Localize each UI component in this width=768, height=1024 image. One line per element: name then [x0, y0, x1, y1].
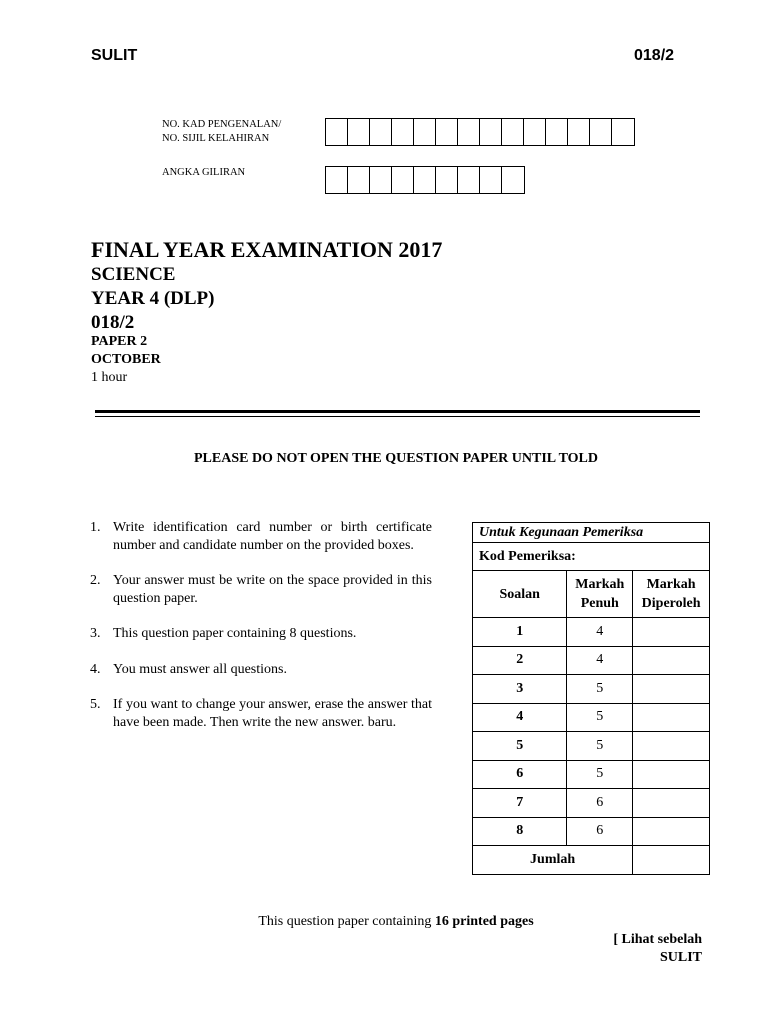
ic-digit-box[interactable]: [436, 119, 458, 145]
full-marks: 4: [567, 618, 633, 647]
candidate-digit-box[interactable]: [414, 167, 436, 193]
do-not-open-notice: PLEASE DO NOT OPEN THE QUESTION PAPER UNTIL TOLD: [193, 451, 599, 466]
col-header-markah-diperoleh: [633, 571, 710, 618]
ic-number-label: [162, 118, 281, 146]
header-paper-code: 018/2: [634, 47, 675, 64]
instruction-number: 2.: [90, 573, 101, 588]
instruction-number: 5.: [90, 697, 101, 712]
table-row: [473, 817, 710, 846]
obtained-marks-cell[interactable]: [633, 732, 710, 761]
question-number: 3: [473, 675, 567, 704]
year-level: YEAR 4 (DLP): [91, 288, 215, 309]
exam-title: FINAL YEAR EXAMINATION 2017: [91, 237, 443, 262]
examiner-table-title: Untuk Kegunaan Pemeriksa: [473, 523, 710, 543]
ic-digit-box[interactable]: [524, 119, 546, 145]
table-row: [473, 703, 710, 732]
page-count-bold: 16 printed pages: [434, 914, 534, 929]
candidate-digit-box[interactable]: [348, 167, 370, 193]
table-row: [473, 789, 710, 818]
instruction-text: Write identification card number or birth certificate number and candidate number on the provided boxes.: [113, 520, 432, 553]
next-page-note: [ Lihat sebelah: [613, 932, 702, 947]
ic-digit-box[interactable]: [480, 119, 502, 145]
instruction-item: [90, 625, 432, 643]
question-number: 2: [473, 646, 567, 675]
candidate-digit-box[interactable]: [502, 167, 524, 193]
ic-digit-box[interactable]: [458, 119, 480, 145]
ic-digit-box[interactable]: [612, 119, 634, 145]
instruction-item: [90, 696, 432, 731]
full-marks: 5: [567, 760, 633, 789]
table-row: [473, 618, 710, 647]
divider-thick: [95, 410, 700, 413]
col-header-markah-penuh: [567, 571, 633, 618]
candidate-digit-box[interactable]: [392, 167, 414, 193]
header-sulit: SULIT: [91, 47, 138, 64]
ic-digit-box[interactable]: [568, 119, 590, 145]
total-label: Jumlah: [473, 846, 633, 875]
col-header-markah-diperoleh-line2: Diperoleh: [641, 596, 701, 611]
ic-number-label-line2: NO. SIJIL KELAHIRAN: [162, 133, 270, 144]
table-row: [473, 732, 710, 761]
col-header-markah-diperoleh-line1: Markah: [646, 577, 696, 592]
instruction-number: 3.: [90, 626, 101, 641]
question-number: 8: [473, 817, 567, 846]
examiner-code-field: Kod Pemeriksa:: [473, 543, 710, 571]
instruction-number: 4.: [90, 661, 101, 677]
paper-number: PAPER 2: [91, 334, 148, 349]
col-header-markah-penuh-line2: Penuh: [580, 596, 619, 611]
ic-digit-box[interactable]: [546, 119, 568, 145]
ic-number-boxes[interactable]: [325, 118, 635, 146]
candidate-digit-box[interactable]: [326, 167, 348, 193]
ic-digit-box[interactable]: [392, 119, 414, 145]
page-count-note: [0, 914, 768, 930]
ic-number-label-line1: NO. KAD PENGENALAN/: [162, 119, 282, 130]
question-number: 5: [473, 732, 567, 761]
exam-month: OCTOBER: [91, 352, 161, 367]
footer-sulit: SULIT: [659, 950, 702, 965]
instruction-number: 1.: [90, 520, 101, 535]
total-score-cell[interactable]: [633, 846, 710, 875]
ic-digit-box[interactable]: [590, 119, 612, 145]
full-marks: 5: [567, 703, 633, 732]
table-row: [473, 646, 710, 675]
subject: SCIENCE: [91, 264, 176, 285]
instruction-item: [90, 519, 432, 554]
full-marks: 5: [567, 675, 633, 704]
ic-digit-box[interactable]: [370, 119, 392, 145]
instruction-text: If you want to change your answer, erase the answer that have been made. Then write the new answer. baru.: [113, 697, 432, 730]
ic-digit-box[interactable]: [348, 119, 370, 145]
obtained-marks-cell[interactable]: [633, 646, 710, 675]
instruction-text: You must answer all questions.: [113, 661, 287, 677]
full-marks: 6: [567, 817, 633, 846]
ic-digit-box[interactable]: [326, 119, 348, 145]
obtained-marks-cell[interactable]: [633, 817, 710, 846]
candidate-number-boxes[interactable]: [325, 166, 525, 194]
question-number: 1: [473, 618, 567, 647]
ic-digit-box[interactable]: [414, 119, 436, 145]
instruction-text: This question paper containing 8 questions.: [113, 626, 357, 641]
divider-thin: [95, 416, 700, 417]
obtained-marks-cell[interactable]: [633, 760, 710, 789]
duration: 1 hour: [91, 370, 128, 385]
ic-digit-box[interactable]: [502, 119, 524, 145]
examiner-table: [472, 522, 710, 875]
obtained-marks-cell[interactable]: [633, 675, 710, 704]
candidate-digit-box[interactable]: [370, 167, 392, 193]
candidate-digit-box[interactable]: [480, 167, 502, 193]
col-header-soalan: Soalan: [473, 571, 567, 618]
obtained-marks-cell[interactable]: [633, 703, 710, 732]
full-marks: 6: [567, 789, 633, 818]
question-number: 4: [473, 703, 567, 732]
candidate-digit-box[interactable]: [458, 167, 480, 193]
instruction-text: Your answer must be write on the space provided in this question paper.: [113, 573, 432, 606]
question-number: 6: [473, 760, 567, 789]
paper-code: 018/2: [91, 312, 135, 333]
question-number: 7: [473, 789, 567, 818]
instruction-item: [90, 572, 432, 607]
page-count-prefix: This question paper containing: [258, 914, 435, 929]
instructions: [90, 519, 432, 749]
table-row: [473, 675, 710, 704]
full-marks: 4: [567, 646, 633, 675]
candidate-digit-box[interactable]: [436, 167, 458, 193]
table-row: [473, 760, 710, 789]
full-marks: 5: [567, 732, 633, 761]
obtained-marks-cell[interactable]: [633, 618, 710, 647]
candidate-number-label: ANGKA GILIRAN: [162, 167, 246, 178]
instruction-item: [90, 661, 432, 679]
obtained-marks-cell[interactable]: [633, 789, 710, 818]
col-header-markah-penuh-line1: Markah: [575, 577, 625, 592]
